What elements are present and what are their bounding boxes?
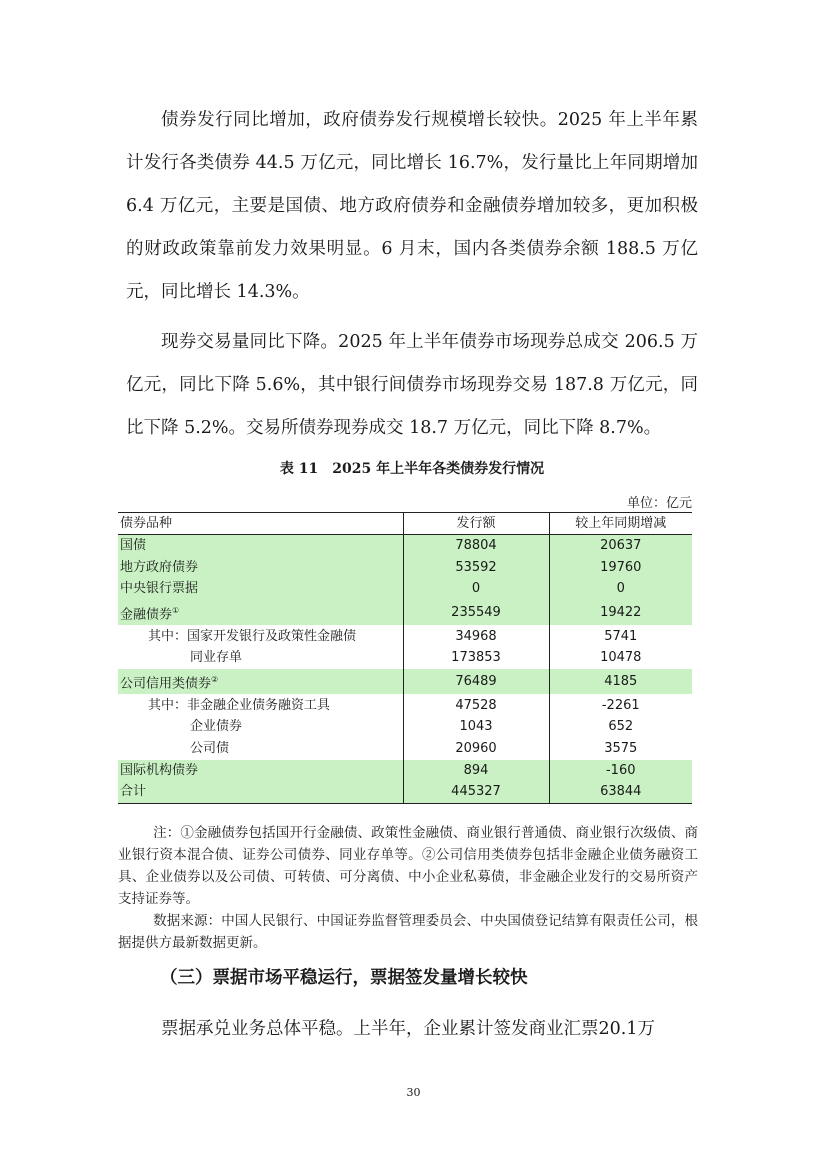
data-source: 数据来源：中国人民银行、中国证券监督管理委员会、中央国债登记结算有限责任公司，根据提供方最新数据更新。 [118,913,698,951]
paragraph-bill-market: 票据承兑业务总体平稳。上半年，企业累计签发商业汇票20.1万 [161,1019,655,1039]
table-notes [118,822,698,954]
table-row [118,600,692,625]
row-name: 企业债券 [190,719,243,735]
section-heading: （三）票据市场平稳运行，票据签发量增长较快 [160,968,528,988]
footnote-marker: ① [172,605,180,615]
table-row [118,647,692,669]
row-issued: 53592 [403,556,549,578]
row-change: 19422 [549,600,692,625]
row-change: 4185 [549,669,692,694]
table-unit: 单位：亿元 [626,496,692,511]
row-issued: 78804 [403,535,549,557]
row-issued: 76489 [403,669,549,694]
row-name: 公司债 [190,741,230,757]
paragraph-spot-trading: 现券交易量同比下降。2025 年上半年债券市场现券总成交 206.5 万亿元，同比下降 5.6%，其中银行间债券市场现券交易 187.8 万亿元，同比下降 5.2%。交易所债券现券成交 18.7 万亿元，同比下降 8.7%。 [126,332,698,438]
table-header-row [118,513,692,535]
row-name: 中央银行票据 [118,578,403,600]
row-issued: 1043 [403,716,549,738]
row-change: -2261 [549,694,692,716]
row-issued: 47528 [403,694,549,716]
row-name: 合计 [118,781,403,803]
paragraph-bond-issuance: 债券发行同比增加，政府债券发行规模增长较快。2025 年上半年累计发行各类债券 44.5 万亿元，同比增长 16.7%，发行量比上年同期增加 6.4 万亿元，主要是国债、地方政府债券和金融债券增加较多，更加积极的财政政策靠前发力效果明显。6 月末，国内各类债券余额 188.5 万亿元，同比增长 14.3%。 [126,110,698,302]
header-bond-type: 债券品种 [118,513,403,535]
row-issued: 34968 [403,625,549,647]
table-row [118,556,692,578]
row-change: 20637 [549,535,692,557]
row-issued: 235549 [403,600,549,625]
table-footnote: 注：①金融债券包括国开行金融债、政策性金融债、商业银行普通债、商业银行次级债、商业银行资本混合债、证券公司债券、同业存单等。②公司信用类债券包括非金融企业债务融资工具、企业债券以及公司债、可转债、可分离债、中小企业私募债，非金融企业发行的交易所资产支持证券等。 [118,825,698,907]
row-issued: 445327 [403,781,549,803]
page-number: 30 [406,1086,421,1099]
row-name [118,600,403,625]
row-name: 国际机构债券 [118,760,403,782]
row-name: 地方政府债券 [118,556,403,578]
row-change: 652 [549,716,692,738]
row-change: 3575 [549,738,692,760]
row-change: 5741 [549,625,692,647]
table-caption: 表 11 2025 年上半年各类债券发行情况 [279,461,545,477]
row-name-text: 公司信用类债券 [120,676,212,692]
row-change: -160 [549,760,692,782]
table-row [118,694,692,716]
bond-issuance-table [118,512,692,804]
row-change: 10478 [549,647,692,669]
row-change: 19760 [549,556,692,578]
table-row [118,760,692,782]
row-name: 其中：国家开发银行及政策性金融债 [148,628,357,644]
row-change: 0 [549,578,692,600]
row-name: 同业存单 [190,650,243,666]
header-change: 较上年同期增减 [549,513,692,535]
row-issued: 0 [403,578,549,600]
row-issued: 173853 [403,647,549,669]
row-name-text: 金融债券 [120,607,173,623]
table-row [118,669,692,694]
row-change: 63844 [549,781,692,803]
table-row [118,716,692,738]
row-name [118,669,403,694]
row-issued: 20960 [403,738,549,760]
header-issued: 发行额 [403,513,549,535]
footnote-marker: ② [211,674,219,684]
row-name: 其中：非金融企业债务融资工具 [148,697,331,713]
row-name: 国债 [118,535,403,557]
table-row [118,535,692,557]
table-row-total [118,781,692,803]
table-row [118,738,692,760]
row-issued: 894 [403,760,549,782]
table-row [118,625,692,647]
table-row [118,578,692,600]
